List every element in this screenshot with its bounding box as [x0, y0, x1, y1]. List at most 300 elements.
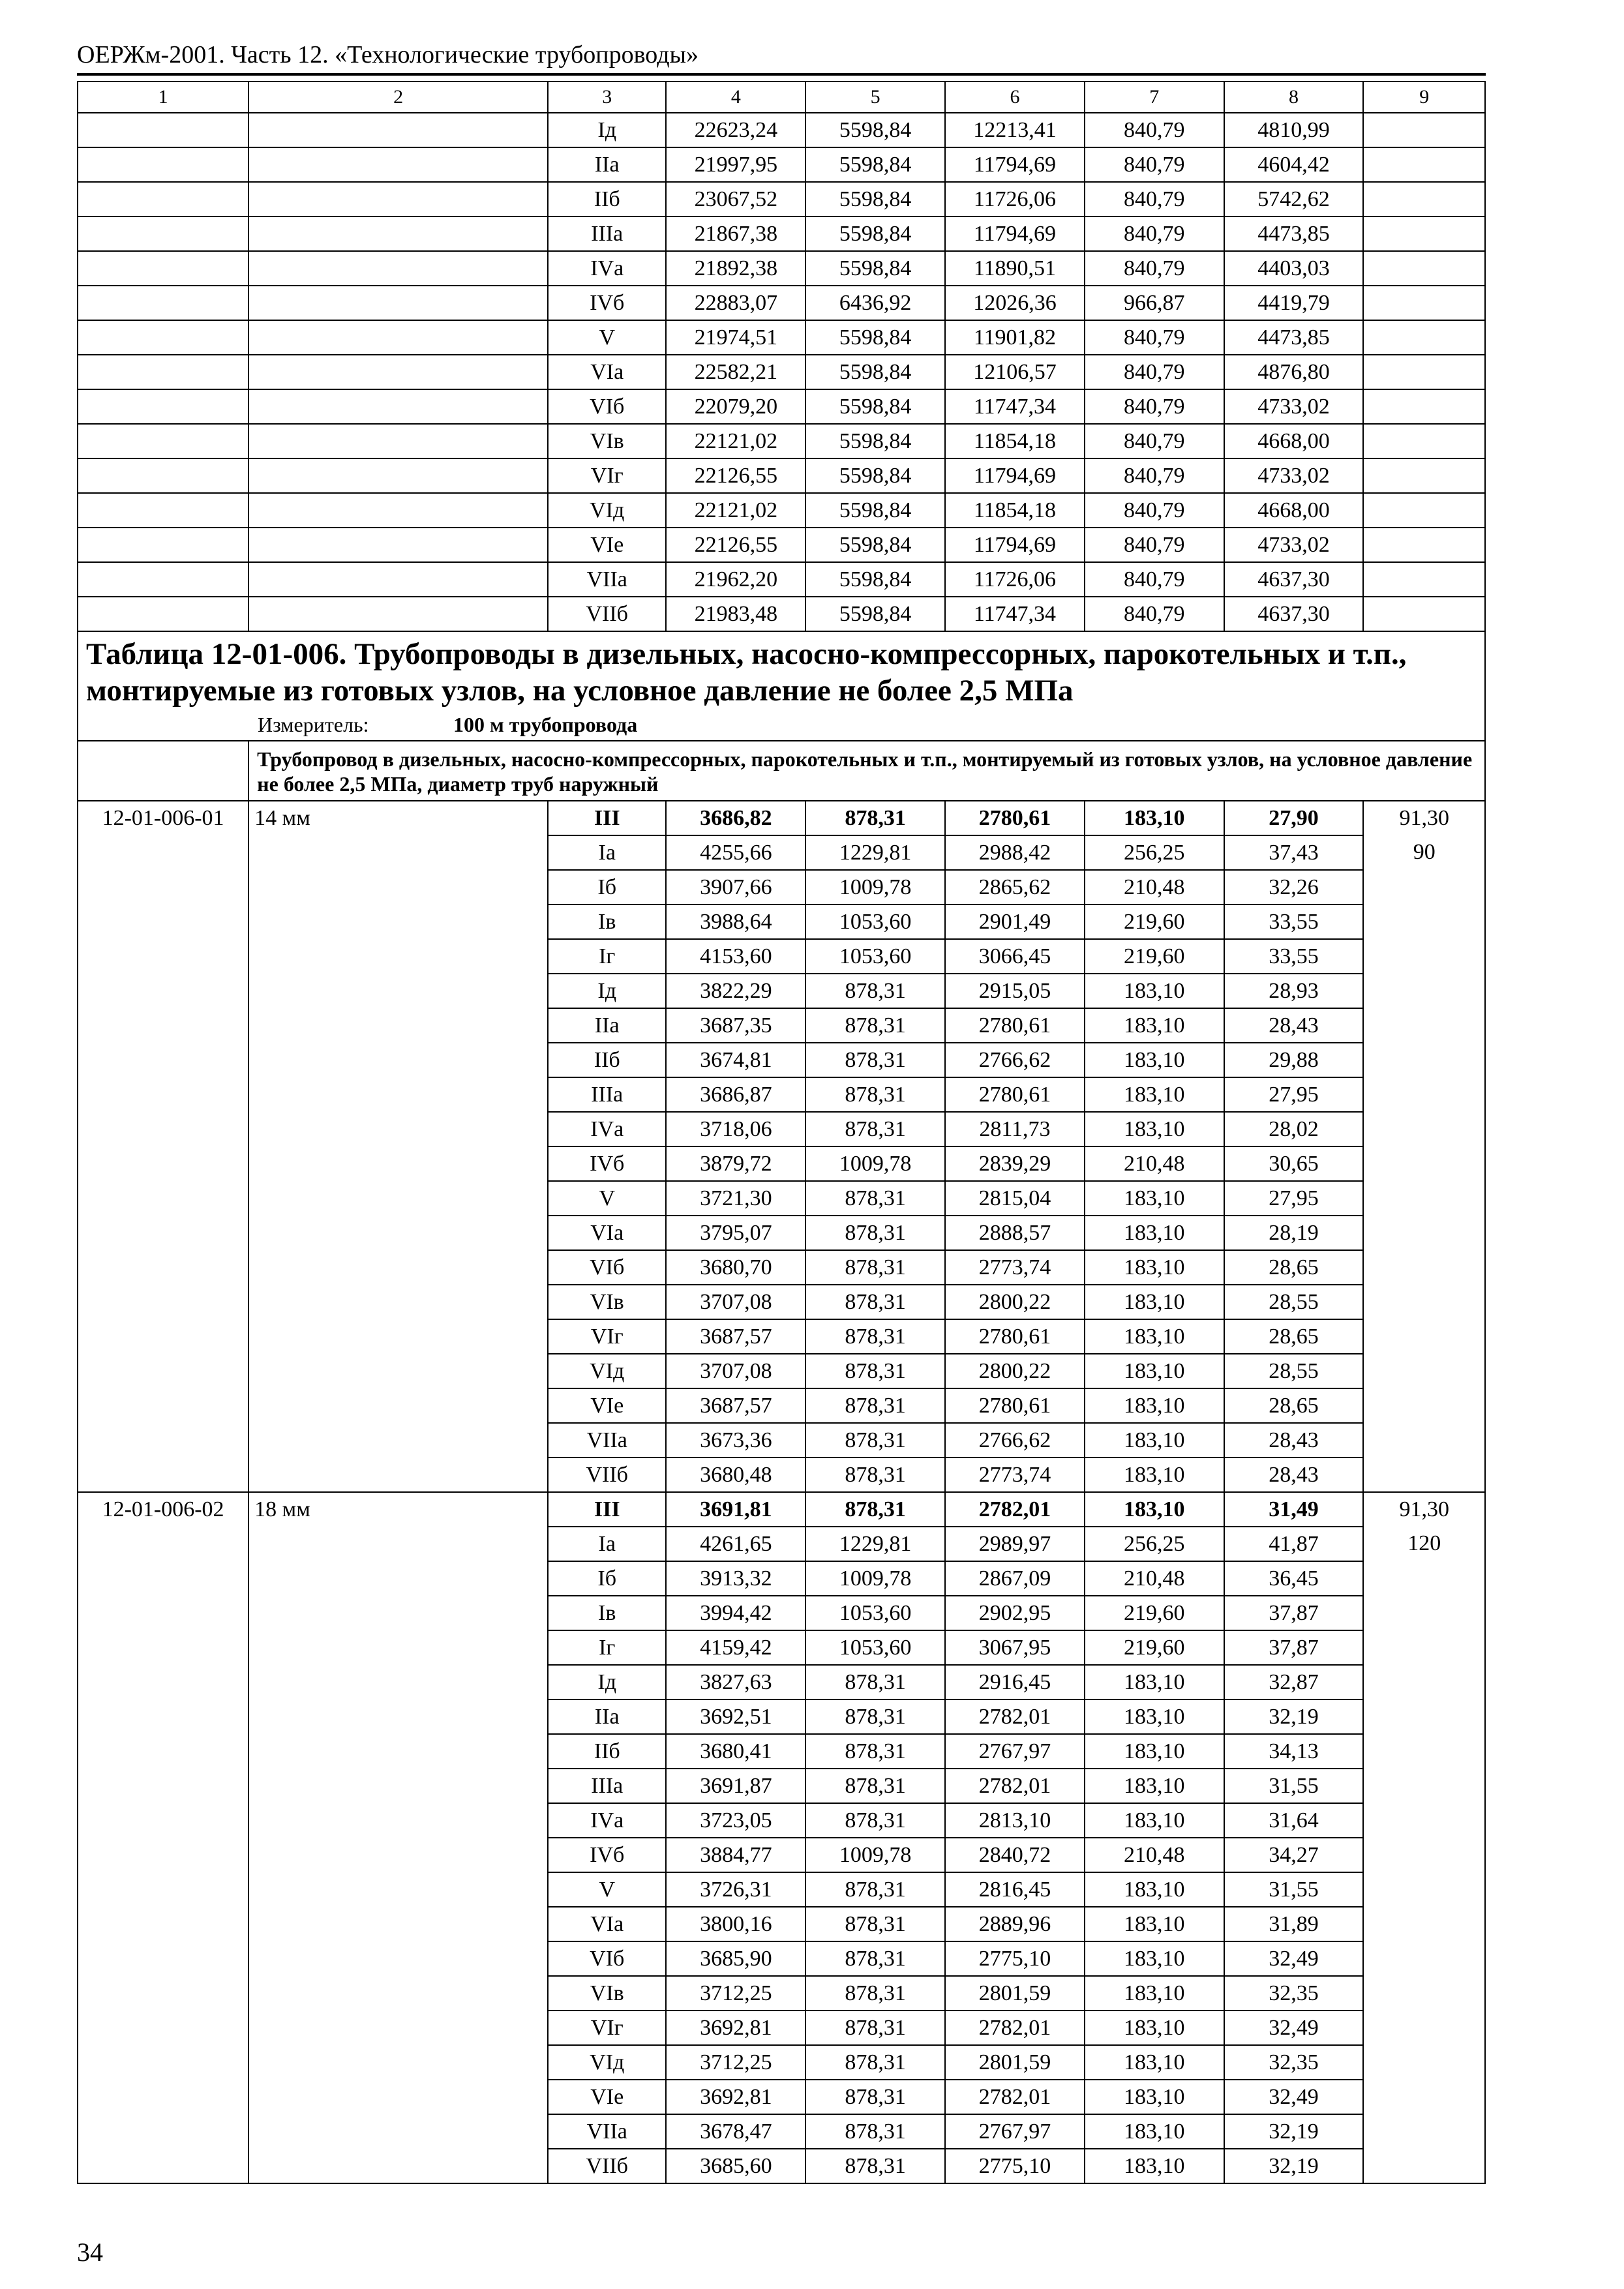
region-cell: IVа — [548, 1803, 667, 1838]
region-cell: IVб — [548, 1146, 667, 1181]
rate-name-cell — [248, 1734, 548, 1769]
materials-cell: 32,19 — [1224, 2114, 1364, 2149]
rate-code-cell — [78, 1976, 248, 2011]
region-cell: IIб — [548, 1043, 667, 1077]
table-row — [78, 1734, 1485, 1769]
table-row — [78, 870, 1485, 905]
rate-name-cell — [248, 217, 548, 251]
rate-name-cell — [248, 870, 548, 905]
labor-cost-cell: 878,31 — [805, 1699, 945, 1734]
operators-wage-cell: 183,10 — [1085, 1734, 1224, 1769]
machine-cost-cell: 11747,34 — [945, 597, 1085, 631]
table-row — [78, 1941, 1485, 1976]
operators-wage-cell: 219,60 — [1085, 1630, 1224, 1665]
labor-cost-cell: 5598,84 — [805, 320, 945, 355]
labor-cost-cell: 878,31 — [805, 1216, 945, 1250]
machine-cost-cell: 2889,96 — [945, 1907, 1085, 1941]
table-row — [78, 1388, 1485, 1423]
operators-wage-cell: 219,60 — [1085, 1596, 1224, 1630]
labor-cost-cell: 878,31 — [805, 1250, 945, 1285]
operators-wage-cell: 840,79 — [1085, 458, 1224, 493]
rate-name-cell — [248, 1872, 548, 1907]
description-spacer — [78, 741, 248, 801]
labor-cost-cell: 878,31 — [805, 1941, 945, 1976]
rate-name-cell — [248, 1838, 548, 1872]
region-cell: Iв — [548, 905, 667, 939]
labor-cost-cell: 5598,84 — [805, 424, 945, 458]
table-row — [78, 1319, 1485, 1354]
rate-code-cell — [78, 597, 248, 631]
rate-code-cell — [78, 1941, 248, 1976]
table-row — [78, 182, 1485, 217]
region-cell: VIб — [548, 1250, 667, 1285]
region-cell: IIб — [548, 182, 667, 217]
labor-cost-cell: 878,31 — [805, 1492, 945, 1527]
table-row — [78, 1146, 1485, 1181]
materials-cell: 41,87 — [1224, 1527, 1364, 1561]
rate-code-cell — [78, 1181, 248, 1216]
region-cell: VIв — [548, 1976, 667, 2011]
machine-cost-cell: 3066,45 — [945, 939, 1085, 974]
region-cell: VIIб — [548, 597, 667, 631]
region-cell: IIб — [548, 1734, 667, 1769]
total-cost-cell: 3721,30 — [666, 1181, 805, 1216]
table-row — [78, 1976, 1485, 2011]
region-cell: Iа — [548, 1527, 667, 1561]
rate-name-cell — [248, 1008, 548, 1043]
machine-cost-cell: 2811,73 — [945, 1112, 1085, 1146]
region-cell: Iв — [548, 1596, 667, 1630]
operators-wage-cell: 840,79 — [1085, 424, 1224, 458]
total-cost-cell: 3678,47 — [666, 2114, 805, 2149]
rate-name-cell — [248, 2114, 548, 2149]
rate-name-cell — [248, 1112, 548, 1146]
machine-cost-cell: 2780,61 — [945, 1319, 1085, 1354]
materials-cell: 32,35 — [1224, 2045, 1364, 2080]
table-row — [78, 355, 1485, 389]
rate-name-cell — [248, 1146, 548, 1181]
table-row — [78, 1008, 1485, 1043]
region-cell: Iг — [548, 1630, 667, 1665]
region-cell: VIа — [548, 355, 667, 389]
header-rule — [77, 73, 1486, 76]
machine-cost-cell: 2801,59 — [945, 2045, 1085, 2080]
materials-cell: 4419,79 — [1224, 286, 1364, 320]
table-row — [78, 2011, 1485, 2045]
table-row — [78, 905, 1485, 939]
labor-hours-cell — [1363, 1769, 1485, 1803]
labor-cost-cell: 878,31 — [805, 1872, 945, 1907]
operators-wage-cell: 183,10 — [1085, 1319, 1224, 1354]
rate-code-cell — [78, 1734, 248, 1769]
rate-code-cell — [78, 458, 248, 493]
region-cell: VIе — [548, 2080, 667, 2114]
labor-hours-cell — [1363, 1388, 1485, 1423]
rate-code-cell — [78, 1699, 248, 1734]
labor-cost-cell: 6436,92 — [805, 286, 945, 320]
labor-hours-cell — [1363, 1285, 1485, 1319]
machine-cost-cell: 11747,34 — [945, 389, 1085, 424]
labor-cost-cell: 878,31 — [805, 1354, 945, 1388]
rate-code-cell — [78, 939, 248, 974]
region-cell: VIг — [548, 1319, 667, 1354]
labor-cost-cell: 5598,84 — [805, 251, 945, 286]
materials-cell: 34,27 — [1224, 1838, 1364, 1872]
labor-hours-cell — [1363, 1354, 1485, 1388]
column-number: 1 — [78, 82, 248, 113]
total-cost-cell: 22079,20 — [666, 389, 805, 424]
materials-cell: 31,64 — [1224, 1803, 1364, 1838]
table-row — [78, 1838, 1485, 1872]
region-cell: VIб — [548, 1941, 667, 1976]
labor-hours-cell — [1363, 1838, 1485, 1872]
labor-hours-cell — [1363, 355, 1485, 389]
rate-name-cell — [248, 493, 548, 528]
operators-wage-cell: 840,79 — [1085, 562, 1224, 597]
operators-wage-cell: 966,87 — [1085, 286, 1224, 320]
labor-hours-cell — [1363, 1146, 1485, 1181]
materials-cell: 31,55 — [1224, 1872, 1364, 1907]
region-cell: IIа — [548, 1008, 667, 1043]
region-cell: V — [548, 1872, 667, 1907]
region-cell: IIа — [548, 147, 667, 182]
rate-code-cell — [78, 1216, 248, 1250]
operators-wage-cell: 183,10 — [1085, 1043, 1224, 1077]
region-cell: VIб — [548, 389, 667, 424]
table-row — [78, 1630, 1485, 1665]
rate-name-cell — [248, 1941, 548, 1976]
table-row — [78, 1907, 1485, 1941]
rate-name-cell — [248, 286, 548, 320]
machine-cost-cell: 11854,18 — [945, 493, 1085, 528]
materials-cell: 37,43 — [1224, 835, 1364, 870]
rate-name-cell — [248, 1561, 548, 1596]
machine-cost-cell: 11726,06 — [945, 182, 1085, 217]
labor-hours-cell — [1363, 2011, 1485, 2045]
region-cell: VIIб — [548, 2149, 667, 2183]
table-row — [78, 458, 1485, 493]
materials-cell: 28,43 — [1224, 1458, 1364, 1492]
labor-cost-cell: 1053,60 — [805, 1596, 945, 1630]
operators-wage-cell: 183,10 — [1085, 1181, 1224, 1216]
operators-wage-cell: 210,48 — [1085, 1838, 1224, 1872]
table-title: Таблица 12-01-006. Трубопроводы в дизельных, насосно-компрессорных, парокотельных и т.п., монтируемые из готовых узлов, на условное давление не более 2,5 МПа — [86, 637, 1407, 708]
materials-cell: 37,87 — [1224, 1630, 1364, 1665]
operators-wage-cell: 210,48 — [1085, 1561, 1224, 1596]
total-cost-cell: 3687,57 — [666, 1388, 805, 1423]
machine-cost-cell: 12213,41 — [945, 113, 1085, 147]
labor-cost-cell: 878,31 — [805, 1008, 945, 1043]
machine-cost-cell: 2766,62 — [945, 1423, 1085, 1458]
total-cost-cell: 4153,60 — [666, 939, 805, 974]
operators-wage-cell: 183,10 — [1085, 1077, 1224, 1112]
rate-code-cell — [78, 1596, 248, 1630]
rate-name-cell — [248, 2011, 548, 2045]
labor-hours-cell — [1363, 1216, 1485, 1250]
total-cost-cell: 3686,82 — [666, 801, 805, 835]
rate-code-cell — [78, 286, 248, 320]
materials-cell: 4810,99 — [1224, 113, 1364, 147]
materials-cell: 30,65 — [1224, 1146, 1364, 1181]
materials-cell: 36,45 — [1224, 1561, 1364, 1596]
operators-wage-cell: 210,48 — [1085, 1146, 1224, 1181]
rate-name-cell — [248, 1181, 548, 1216]
table-row — [78, 2149, 1485, 2183]
table-row — [78, 2080, 1485, 2114]
machine-cost-cell: 2767,97 — [945, 1734, 1085, 1769]
total-cost-cell: 3673,36 — [666, 1423, 805, 1458]
rate-name-cell — [248, 528, 548, 562]
materials-cell: 4604,42 — [1224, 147, 1364, 182]
machine-cost-cell: 2775,10 — [945, 2149, 1085, 2183]
materials-cell: 32,49 — [1224, 1941, 1364, 1976]
labor-cost-cell: 5598,84 — [805, 355, 945, 389]
table-title-row — [78, 631, 1485, 741]
total-cost-cell: 4255,66 — [666, 835, 805, 870]
region-cell: VIд — [548, 1354, 667, 1388]
labor-cost-cell: 878,31 — [805, 1423, 945, 1458]
table-row — [78, 1596, 1485, 1630]
rate-code-cell — [78, 1630, 248, 1665]
machine-cost-cell: 2780,61 — [945, 1077, 1085, 1112]
rate-name-cell — [248, 1458, 548, 1492]
materials-cell: 29,88 — [1224, 1043, 1364, 1077]
total-cost-cell: 3680,41 — [666, 1734, 805, 1769]
materials-cell: 32,49 — [1224, 2080, 1364, 2114]
total-cost-cell: 3913,32 — [666, 1561, 805, 1596]
labor-cost-cell: 878,31 — [805, 1112, 945, 1146]
rate-code-cell — [78, 528, 248, 562]
machine-cost-cell: 2840,72 — [945, 1838, 1085, 1872]
materials-cell: 37,87 — [1224, 1596, 1364, 1630]
rate-name-cell — [248, 1976, 548, 2011]
machine-cost-cell: 2773,74 — [945, 1458, 1085, 1492]
labor-cost-cell: 5598,84 — [805, 182, 945, 217]
total-cost-cell: 3795,07 — [666, 1216, 805, 1250]
rate-code-cell — [78, 1838, 248, 1872]
total-cost-cell: 3687,35 — [666, 1008, 805, 1043]
operators-wage-cell: 840,79 — [1085, 389, 1224, 424]
rate-name-cell — [248, 835, 548, 870]
total-cost-cell: 3707,08 — [666, 1354, 805, 1388]
materials-cell: 32,35 — [1224, 1976, 1364, 2011]
total-cost-cell: 3691,87 — [666, 1769, 805, 1803]
materials-cell: 27,90 — [1224, 801, 1364, 835]
machine-cost-cell: 2782,01 — [945, 1699, 1085, 1734]
rate-code-cell — [78, 2149, 248, 2183]
rate-code-cell — [78, 389, 248, 424]
machine-cost-cell: 2839,29 — [945, 1146, 1085, 1181]
operators-wage-cell: 183,10 — [1085, 1388, 1224, 1423]
operators-wage-cell: 840,79 — [1085, 217, 1224, 251]
total-cost-cell: 3707,08 — [666, 1285, 805, 1319]
region-cell: IIIа — [548, 217, 667, 251]
unit-label: Измеритель: — [258, 713, 369, 736]
rate-code-cell — [78, 320, 248, 355]
labor-hours-cell — [1363, 147, 1485, 182]
total-cost-cell: 22121,02 — [666, 493, 805, 528]
labor-cost-cell: 5598,84 — [805, 389, 945, 424]
column-number: 3 — [548, 82, 667, 113]
materials-cell: 5742,62 — [1224, 182, 1364, 217]
materials-cell: 27,95 — [1224, 1181, 1364, 1216]
rate-code-cell — [78, 113, 248, 147]
rate-code-cell — [78, 2080, 248, 2114]
operators-wage-cell: 183,10 — [1085, 1354, 1224, 1388]
table-row — [78, 528, 1485, 562]
labor-cost-cell: 1053,60 — [805, 1630, 945, 1665]
materials-cell: 4733,02 — [1224, 389, 1364, 424]
labor-hours-cell: 91,30 — [1363, 801, 1485, 835]
materials-cell: 4637,30 — [1224, 597, 1364, 631]
machine-cost-cell: 3067,95 — [945, 1630, 1085, 1665]
labor-cost-cell: 878,31 — [805, 801, 945, 835]
labor-cost-cell: 5598,84 — [805, 493, 945, 528]
total-cost-cell: 22883,07 — [666, 286, 805, 320]
labor-cost-cell: 5598,84 — [805, 528, 945, 562]
total-cost-cell: 3994,42 — [666, 1596, 805, 1630]
materials-cell: 4733,02 — [1224, 458, 1364, 493]
machine-cost-cell: 2782,01 — [945, 2080, 1085, 2114]
operators-wage-cell: 183,10 — [1085, 1872, 1224, 1907]
rate-code-cell — [78, 1146, 248, 1181]
rate-name-cell — [248, 2045, 548, 2080]
total-cost-cell: 3692,51 — [666, 1699, 805, 1734]
rate-code-cell: 12-01-006-02 — [78, 1492, 248, 1527]
labor-cost-cell: 878,31 — [805, 1803, 945, 1838]
materials-cell: 4876,80 — [1224, 355, 1364, 389]
rate-code-cell — [78, 355, 248, 389]
region-cell: IIIа — [548, 1769, 667, 1803]
rate-name-cell — [248, 974, 548, 1008]
machine-cost-cell: 2815,04 — [945, 1181, 1085, 1216]
machine-cost-cell: 11726,06 — [945, 562, 1085, 597]
rate-code-cell — [78, 562, 248, 597]
rate-name-cell — [248, 939, 548, 974]
labor-hours-cell — [1363, 1630, 1485, 1665]
machine-cost-cell: 2867,09 — [945, 1561, 1085, 1596]
machine-cost-cell: 11794,69 — [945, 217, 1085, 251]
labor-hours-cell — [1363, 1043, 1485, 1077]
labor-cost-cell: 878,31 — [805, 1388, 945, 1423]
region-cell: IVа — [548, 1112, 667, 1146]
machine-cost-cell: 2773,74 — [945, 1250, 1085, 1285]
labor-cost-cell: 878,31 — [805, 2011, 945, 2045]
rate-name-cell — [248, 2149, 548, 2183]
table-row — [78, 147, 1485, 182]
labor-hours-cell: 91,30 — [1363, 1492, 1485, 1527]
materials-cell: 28,19 — [1224, 1216, 1364, 1250]
labor-hours-cell: 90 — [1363, 835, 1485, 870]
total-cost-cell: 3692,81 — [666, 2011, 805, 2045]
labor-hours-cell — [1363, 597, 1485, 631]
region-cell: III — [548, 801, 667, 835]
machine-cost-cell: 2902,95 — [945, 1596, 1085, 1630]
operators-wage-cell: 183,10 — [1085, 1976, 1224, 2011]
rate-code-cell — [78, 1423, 248, 1458]
operators-wage-cell: 840,79 — [1085, 528, 1224, 562]
rate-code-cell — [78, 1112, 248, 1146]
rate-code-cell: 12-01-006-01 — [78, 801, 248, 835]
labor-hours-cell — [1363, 217, 1485, 251]
rate-name-cell — [248, 1596, 548, 1630]
rate-name-cell — [248, 1319, 548, 1354]
rate-name-cell — [248, 1250, 548, 1285]
labor-cost-cell: 878,31 — [805, 1458, 945, 1492]
labor-cost-cell: 1009,78 — [805, 1838, 945, 1872]
materials-cell: 4473,85 — [1224, 320, 1364, 355]
table-row — [78, 286, 1485, 320]
rate-code-cell — [78, 424, 248, 458]
labor-cost-cell: 878,31 — [805, 974, 945, 1008]
materials-cell: 32,19 — [1224, 2149, 1364, 2183]
total-cost-cell: 3800,16 — [666, 1907, 805, 1941]
operators-wage-cell: 183,10 — [1085, 1285, 1224, 1319]
rate-code-cell — [78, 1872, 248, 1907]
labor-hours-cell — [1363, 870, 1485, 905]
rate-name-cell — [248, 147, 548, 182]
rate-code-cell — [78, 1319, 248, 1354]
region-cell: Iа — [548, 835, 667, 870]
rate-code-cell — [78, 1008, 248, 1043]
rate-name-cell — [248, 1077, 548, 1112]
labor-hours-cell — [1363, 1561, 1485, 1596]
table-row — [78, 1216, 1485, 1250]
total-cost-cell: 23067,52 — [666, 182, 805, 217]
total-cost-cell: 3680,70 — [666, 1250, 805, 1285]
rate-name-cell — [248, 1769, 548, 1803]
rate-code-cell — [78, 217, 248, 251]
total-cost-cell: 3822,29 — [666, 974, 805, 1008]
labor-hours-cell — [1363, 1699, 1485, 1734]
rate-name-cell — [248, 355, 548, 389]
region-cell: Iб — [548, 1561, 667, 1596]
operators-wage-cell: 183,10 — [1085, 1803, 1224, 1838]
machine-cost-cell: 2800,22 — [945, 1354, 1085, 1388]
table-row — [78, 493, 1485, 528]
table-row — [78, 974, 1485, 1008]
machine-cost-cell: 2767,97 — [945, 2114, 1085, 2149]
materials-cell: 31,55 — [1224, 1769, 1364, 1803]
materials-cell: 31,49 — [1224, 1492, 1364, 1527]
labor-cost-cell: 878,31 — [805, 2114, 945, 2149]
rate-name-cell — [248, 1423, 548, 1458]
region-cell: VIв — [548, 1285, 667, 1319]
materials-cell: 33,55 — [1224, 939, 1364, 974]
labor-hours-cell — [1363, 1907, 1485, 1941]
rate-name-cell — [248, 1216, 548, 1250]
column-number: 6 — [945, 82, 1085, 113]
machine-cost-cell: 2780,61 — [945, 801, 1085, 835]
region-cell: VIд — [548, 493, 667, 528]
region-cell: V — [548, 1181, 667, 1216]
region-cell: IIа — [548, 1699, 667, 1734]
region-cell: VIе — [548, 1388, 667, 1423]
region-cell: VIе — [548, 528, 667, 562]
rate-code-cell — [78, 2114, 248, 2149]
total-cost-cell: 3685,90 — [666, 1941, 805, 1976]
materials-cell: 28,43 — [1224, 1423, 1364, 1458]
region-cell: Iд — [548, 1665, 667, 1699]
labor-hours-cell — [1363, 1181, 1485, 1216]
total-cost-cell: 3685,60 — [666, 2149, 805, 2183]
total-cost-cell: 3879,72 — [666, 1146, 805, 1181]
operators-wage-cell: 840,79 — [1085, 355, 1224, 389]
region-cell: VIа — [548, 1907, 667, 1941]
operators-wage-cell: 183,10 — [1085, 1699, 1224, 1734]
total-cost-cell: 21962,20 — [666, 562, 805, 597]
region-cell: III — [548, 1492, 667, 1527]
